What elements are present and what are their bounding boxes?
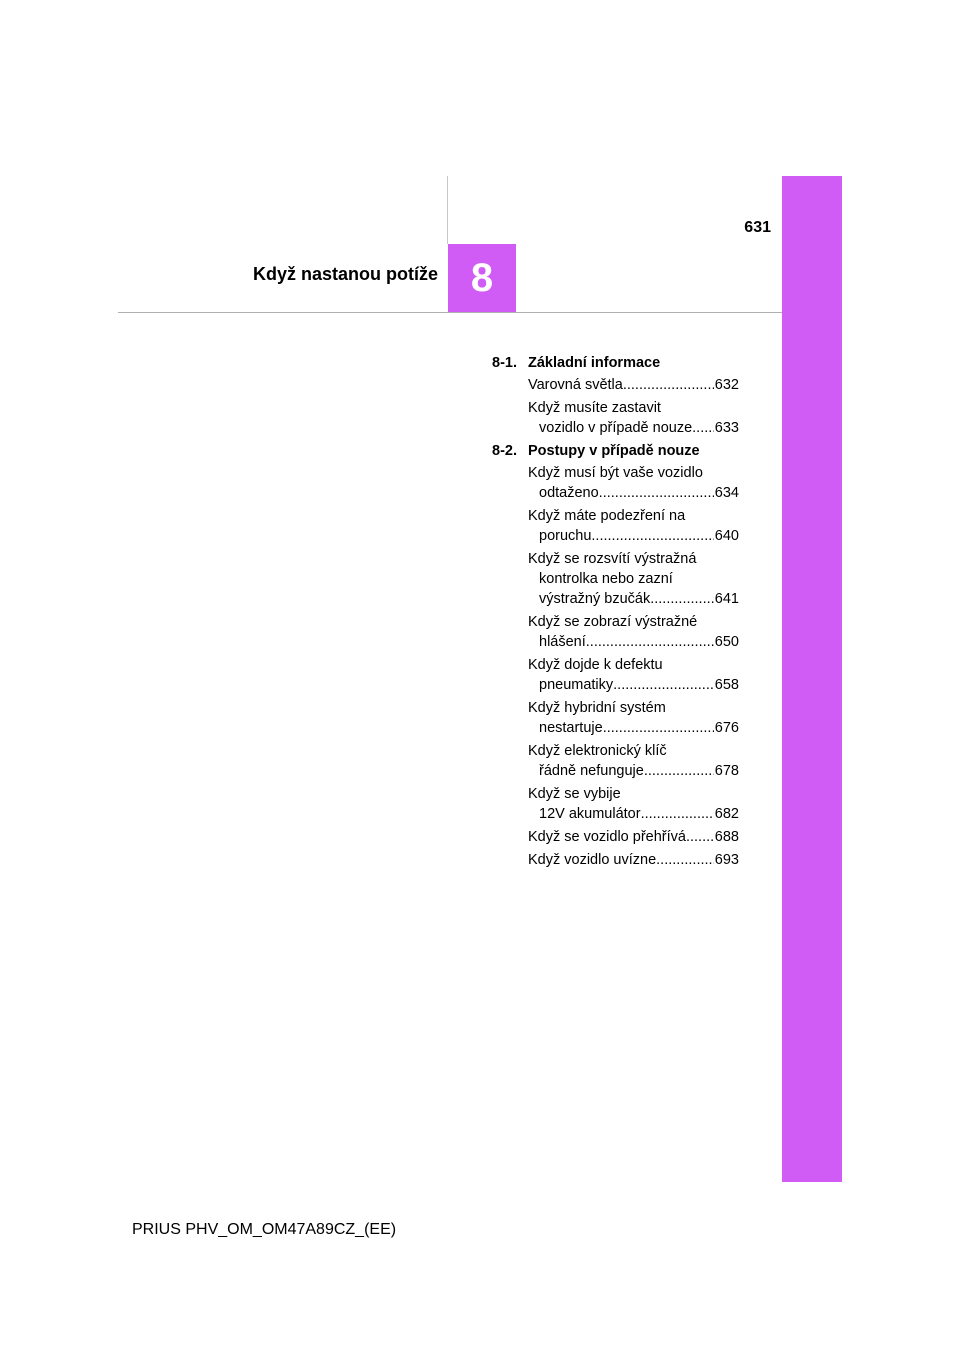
dot-leader <box>591 526 713 546</box>
section-title: Základní informace <box>528 355 661 371</box>
toc-entry-last-line <box>528 675 739 695</box>
section-number: 8-2. <box>492 443 517 459</box>
toc-entry-text: řádně nefunguje <box>539 763 644 779</box>
toc-entry-text: Když vozidlo uvízne <box>528 852 657 868</box>
dot-leader <box>686 827 714 847</box>
toc-entry[interactable] <box>528 655 739 695</box>
toc-entry[interactable] <box>528 741 739 781</box>
toc-entry-text: Když elektronický klíč <box>528 743 667 759</box>
toc-entry-text: poruchu <box>539 528 592 544</box>
toc-entry-last-line <box>528 827 739 847</box>
dot-leader <box>613 675 714 695</box>
dot-leader <box>656 850 714 870</box>
toc-entry-last-line <box>528 418 739 438</box>
toc-page-number: 688 <box>714 829 739 845</box>
toc-entry[interactable] <box>528 375 739 395</box>
toc-entry-text: Když se rozsvítí výstražná <box>528 551 697 567</box>
toc-page-number: 678 <box>714 763 739 779</box>
dot-leader <box>650 589 714 609</box>
toc-entry-text: kontrolka nebo zazní <box>539 571 673 587</box>
toc-entry[interactable] <box>528 398 739 438</box>
toc-entry-text: Když musíte zastavit <box>528 400 661 416</box>
toc-page-number: 682 <box>714 806 739 822</box>
page-number: 631 <box>744 219 771 236</box>
toc-entry-text: vozidlo v případě nouze <box>539 420 693 436</box>
toc-page-number: 633 <box>714 420 739 436</box>
toc-page-number: 641 <box>714 591 739 607</box>
toc-entry-last-line <box>528 483 739 503</box>
dot-leader <box>603 718 714 738</box>
toc-entry-text: Když se zobrazí výstražné <box>528 614 698 630</box>
toc-entry[interactable] <box>528 698 739 738</box>
chapter-title: Když nastanou potíže <box>252 264 438 284</box>
section-number: 8-1. <box>492 355 517 371</box>
chapter-side-tab <box>782 176 842 1182</box>
toc-entry-text: Když dojde k defektu <box>528 657 663 673</box>
table-of-contents <box>492 353 739 873</box>
toc-page-number: 640 <box>714 528 739 544</box>
section-heading <box>492 441 739 461</box>
toc-entry[interactable] <box>528 506 739 546</box>
toc-entry[interactable] <box>528 549 739 609</box>
toc-entry-last-line <box>528 850 739 870</box>
toc-entry-last-line <box>528 718 739 738</box>
toc-entry-last-line <box>528 632 739 652</box>
toc-entry-text: Když se vozidlo přehřívá <box>528 829 686 845</box>
toc-entry-text: výstražný bzučák <box>539 591 651 607</box>
toc-entry-text: pneumatiky <box>539 677 614 693</box>
toc-entry[interactable] <box>528 612 739 652</box>
toc-page-number: 693 <box>714 852 739 868</box>
toc-entry-text: Když hybridní systém <box>528 700 666 716</box>
toc-page-number: 632 <box>714 377 739 393</box>
dot-leader <box>599 483 714 503</box>
toc-entry-text: Varovná světla <box>528 377 623 393</box>
toc-entry-last-line <box>528 589 739 609</box>
toc-entry-text: Když se vybije <box>528 786 621 802</box>
toc-entry-text: hlášení <box>539 634 586 650</box>
dot-leader <box>644 761 714 781</box>
toc-page-number: 658 <box>714 677 739 693</box>
toc-entry[interactable] <box>528 784 739 824</box>
section-heading <box>492 353 739 373</box>
toc-page-number: 650 <box>714 634 739 650</box>
toc-entry-last-line <box>528 526 739 546</box>
document-code: PRIUS PHV_OM_OM47A89CZ_(EE) <box>132 1221 397 1238</box>
toc-page-number: 634 <box>714 485 739 501</box>
toc-entry-text: odtaženo <box>539 485 599 501</box>
toc-entry-last-line <box>528 375 739 395</box>
toc-entry[interactable] <box>528 463 739 503</box>
header-horizontal-rule <box>118 312 782 313</box>
dot-leader <box>692 418 714 438</box>
toc-entry-text: Když máte podezření na <box>528 508 686 524</box>
toc-entry-text: nestartuje <box>539 720 603 736</box>
toc-entry-last-line <box>528 804 739 824</box>
toc-entry[interactable] <box>528 850 739 870</box>
toc-entry-text: 12V akumulátor <box>539 806 641 822</box>
toc-entry-last-line <box>528 761 739 781</box>
toc-entry-text: Když musí být vaše vozidlo <box>528 465 703 481</box>
dot-leader <box>641 804 714 824</box>
dot-leader <box>623 375 714 395</box>
toc-page-number: 676 <box>714 720 739 736</box>
section-title: Postupy v případě nouze <box>528 443 700 459</box>
chapter-number-badge: 8 <box>448 244 516 312</box>
dot-leader <box>586 632 714 652</box>
toc-entry[interactable] <box>528 827 739 847</box>
header-vertical-rule <box>447 176 448 244</box>
